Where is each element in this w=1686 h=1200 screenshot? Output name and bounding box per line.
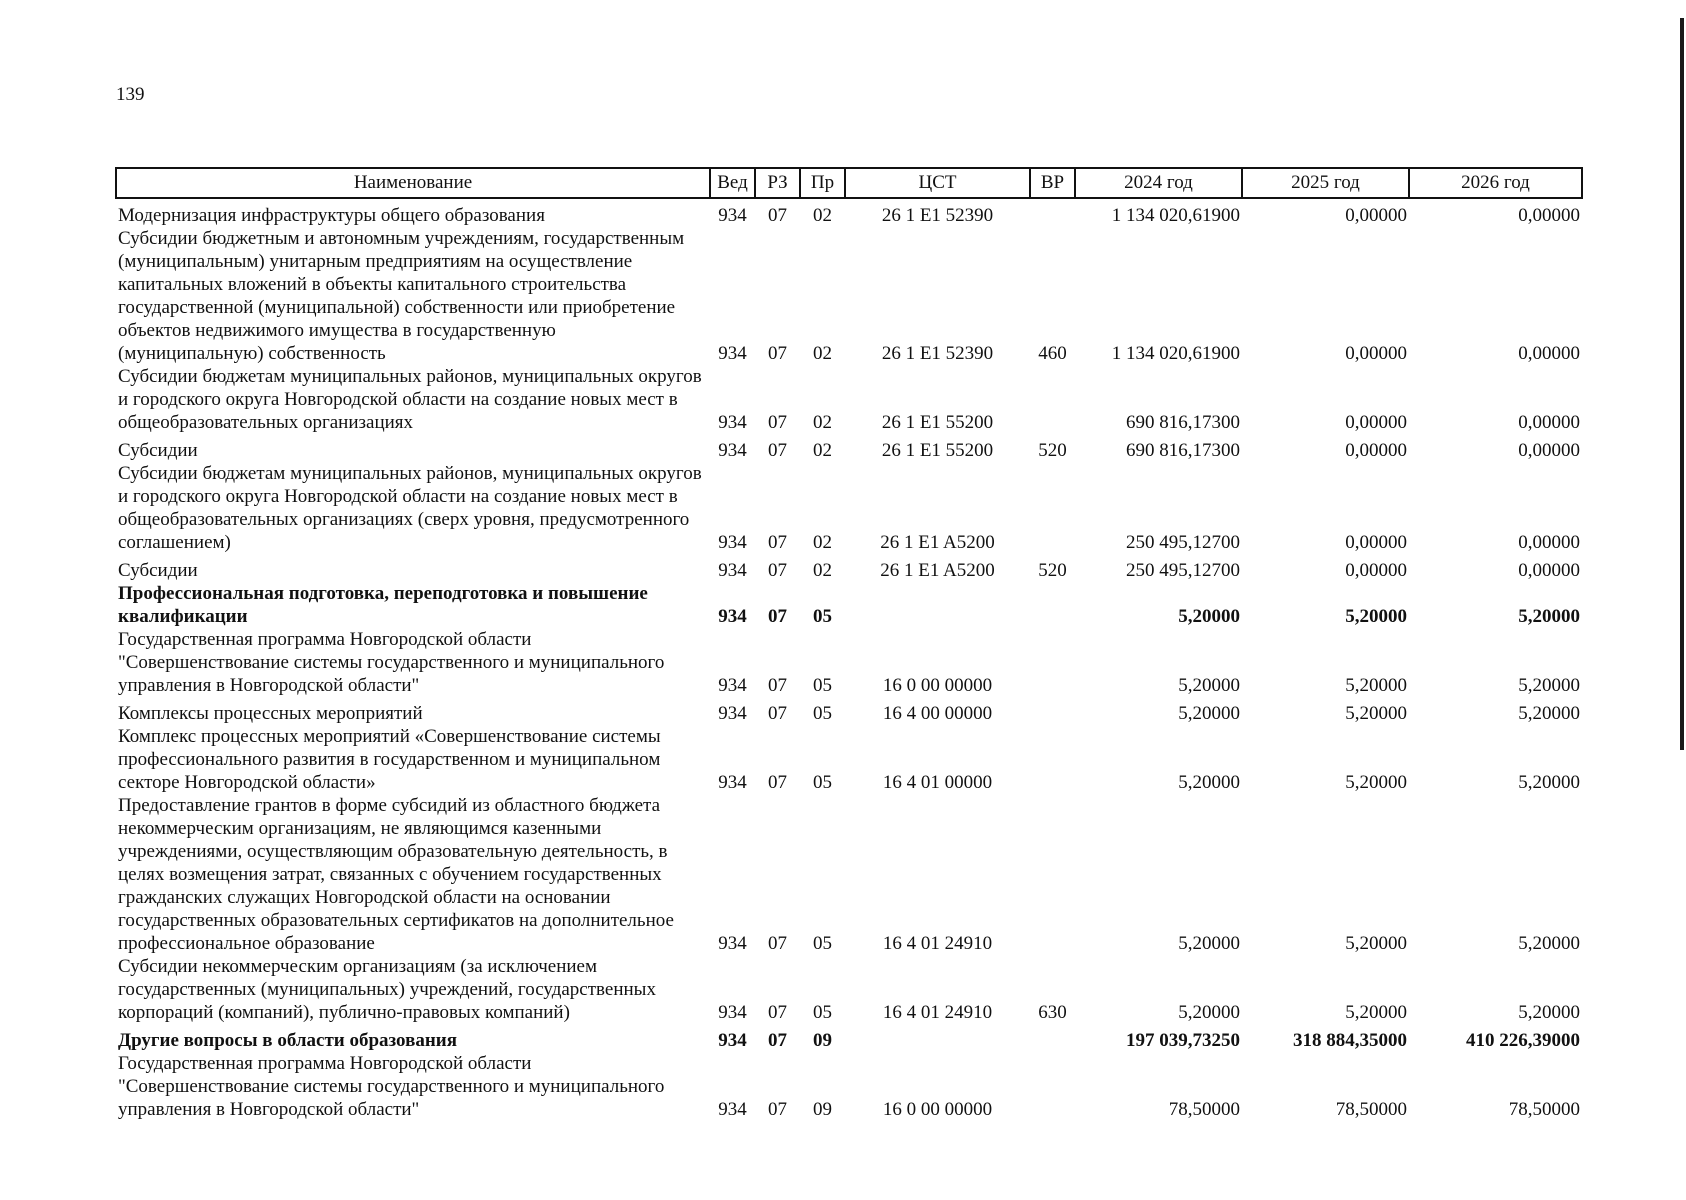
cell-cst: 26 1 E1 55200	[881, 440, 994, 461]
cell-2025: 0,00000	[1345, 560, 1407, 581]
cell-name: Субсидии бюджетам муниципальных районов, муниципальных округов и городского округа Новгородской области на создание новых мест в общеобразовательных организациях (сверх уровня, предусмотренного соглашением)	[118, 463, 702, 553]
cell-ved: 934	[718, 343, 747, 364]
table-row	[116, 1052, 1582, 1121]
cell-2026: 0,00000	[1518, 412, 1580, 433]
cell-rz: 07	[768, 205, 787, 226]
cell-name: Комплексы процессных мероприятий	[118, 703, 423, 724]
cell-name: Другие вопросы в области образования	[118, 1030, 458, 1051]
cell-pr: 02	[813, 532, 832, 553]
cell-2026: 0,00000	[1518, 440, 1580, 461]
cell-2024: 5,20000	[1178, 933, 1240, 954]
cell-2024: 250 495,12700	[1126, 560, 1240, 581]
table-row	[116, 554, 1582, 582]
cell-vr: 520	[1038, 560, 1067, 581]
table-row-section	[116, 582, 1582, 628]
cell-2024: 5,20000	[1178, 772, 1240, 793]
cell-vr: 520	[1038, 440, 1067, 461]
cell-ved: 934	[718, 532, 747, 553]
cell-2025: 5,20000	[1345, 703, 1407, 724]
cell-2025: 78,50000	[1335, 1099, 1407, 1120]
cell-vr	[1030, 365, 1075, 434]
table-row	[116, 462, 1582, 554]
cell-name: Государственная программа Новгородской области "Совершенствование системы государственного и муниципального управления в Новгородской области"	[118, 629, 665, 696]
table-row	[116, 794, 1582, 955]
cell-2025: 0,00000	[1345, 412, 1407, 433]
cell-vr: 630	[1038, 1002, 1067, 1023]
cell-pr: 02	[813, 440, 832, 461]
header-ved: Вед	[710, 168, 755, 198]
cell-ved: 934	[718, 412, 747, 433]
cell-pr: 02	[813, 205, 832, 226]
cell-pr: 05	[813, 606, 832, 627]
cell-pr: 09	[813, 1030, 832, 1051]
cell-ved: 934	[718, 675, 747, 696]
header-vr: ВР	[1030, 168, 1075, 198]
cell-rz: 07	[768, 933, 787, 954]
cell-cst: 16 4 01 24910	[882, 1002, 993, 1023]
cell-2026: 0,00000	[1518, 205, 1580, 226]
cell-rz: 07	[768, 532, 787, 553]
cell-name: Субсидии	[118, 560, 198, 581]
cell-2026: 5,20000	[1518, 675, 1580, 696]
table-row-section	[116, 1024, 1582, 1052]
cell-vr	[1030, 1024, 1075, 1052]
cell-pr: 02	[813, 343, 832, 364]
scan-edge-bar	[1680, 18, 1684, 750]
cell-vr	[1030, 462, 1075, 554]
cell-2025: 5,20000	[1345, 1002, 1407, 1023]
cell-ved: 934	[718, 560, 747, 581]
cell-name: Комплекс процессных мероприятий «Совершенствование системы профессионального развития в государственном и муниципальном секторе Новгородской области»	[118, 726, 661, 793]
cell-name: Профессиональная подготовка, переподготовка и повышение квалификации	[118, 583, 648, 627]
cell-vr	[1030, 794, 1075, 955]
cell-vr	[1030, 582, 1075, 628]
cell-pr: 09	[813, 1099, 832, 1120]
cell-cst: 16 4 01 24910	[882, 933, 993, 954]
cell-rz: 07	[768, 343, 787, 364]
header-2026: 2026 год	[1409, 168, 1582, 198]
cell-2026: 5,20000	[1518, 772, 1580, 793]
cell-cst: 26 1 E1 A5200	[880, 532, 995, 553]
cell-rz: 07	[768, 703, 787, 724]
cell-rz: 07	[768, 412, 787, 433]
cell-name: Субсидии	[118, 440, 198, 461]
cell-ved: 934	[718, 772, 747, 793]
cell-pr: 02	[813, 412, 832, 433]
cell-2024: 5,20000	[1178, 1002, 1240, 1023]
cell-2026: 5,20000	[1518, 703, 1580, 724]
table-row	[116, 725, 1582, 794]
cell-ved: 934	[718, 205, 747, 226]
cell-ved: 934	[718, 606, 747, 627]
cell-2025: 5,20000	[1345, 933, 1407, 954]
header-2024: 2024 год	[1075, 168, 1242, 198]
cell-2025: 5,20000	[1345, 675, 1407, 696]
cell-ved: 934	[718, 1099, 747, 1120]
cell-2024: 690 816,17300	[1126, 412, 1240, 433]
cell-cst: 16 4 01 00000	[882, 772, 993, 793]
cell-2026: 5,20000	[1518, 933, 1580, 954]
cell-vr: 460	[1038, 343, 1067, 364]
cell-vr	[1030, 198, 1075, 227]
cell-2026: 5,20000	[1518, 1002, 1580, 1023]
cell-pr: 05	[813, 933, 832, 954]
cell-2026: 0,00000	[1518, 343, 1580, 364]
table-header-row	[116, 168, 1582, 198]
budget-table	[115, 167, 1583, 1121]
cell-2024: 5,20000	[1178, 675, 1240, 696]
cell-cst: 16 0 00 00000	[882, 1099, 993, 1120]
cell-vr	[1030, 697, 1075, 725]
cell-name: Предоставление грантов в форме субсидий из областного бюджета некоммерческим организациям, не являющимся казенными учреждениями, осуществляющим образовательную деятельность, в целях возмещения затрат, связанных с обучением государственных гражданских служащих Новгородской области на основании государственных образовательных сертификатов на дополнительное профессиональное образование	[118, 795, 674, 954]
cell-ved: 934	[718, 933, 747, 954]
cell-2024: 250 495,12700	[1126, 532, 1240, 553]
cell-rz: 07	[768, 772, 787, 793]
cell-cst: 26 1 E1 A5200	[880, 560, 995, 581]
cell-vr	[1030, 725, 1075, 794]
cell-2024: 690 816,17300	[1126, 440, 1240, 461]
table-row	[116, 955, 1582, 1024]
page-number: 139	[116, 84, 145, 105]
cell-cst	[845, 1024, 1030, 1052]
cell-pr: 05	[813, 1002, 832, 1023]
cell-name: Субсидии некоммерческим организациям (за исключением государственных (муниципальных) учреждений, государственных корпораций (компаний), публично-правовых компаний)	[118, 956, 656, 1023]
cell-2025: 5,20000	[1345, 772, 1407, 793]
cell-2026: 410 226,39000	[1466, 1030, 1580, 1051]
cell-name: Субсидии бюджетным и автономным учреждениям, государственным (муниципальным) унитарным предприятиям на осуществление капитальных вложений в объекты капитального строительства государственной (муниципальной) собственности или приобретение объектов недвижимого имущества в государственную (муниципальную) собственность	[118, 228, 685, 364]
header-cst: ЦСТ	[845, 168, 1030, 198]
cell-vr	[1030, 1052, 1075, 1121]
cell-vr	[1030, 628, 1075, 697]
table-row	[116, 697, 1582, 725]
cell-2025: 0,00000	[1345, 440, 1407, 461]
cell-rz: 07	[768, 560, 787, 581]
cell-cst	[845, 582, 1030, 628]
cell-rz: 07	[768, 606, 787, 627]
header-2025: 2025 год	[1242, 168, 1409, 198]
cell-2026: 0,00000	[1518, 560, 1580, 581]
cell-2025: 0,00000	[1345, 205, 1407, 226]
cell-rz: 07	[768, 1030, 787, 1051]
cell-cst: 16 4 00 00000	[882, 703, 993, 724]
header-pr: Пр	[800, 168, 845, 198]
cell-cst: 26 1 E1 55200	[881, 412, 994, 433]
cell-rz: 07	[768, 1099, 787, 1120]
cell-name: Модернизация инфраструктуры общего образования	[118, 205, 545, 226]
cell-pr: 05	[813, 772, 832, 793]
cell-2025: 5,20000	[1345, 606, 1407, 627]
cell-name: Субсидии бюджетам муниципальных районов, муниципальных округов и городского округа Новгородской области на создание новых мест в общеобразовательных организациях	[118, 366, 702, 433]
cell-rz: 07	[768, 675, 787, 696]
table-row	[116, 227, 1582, 365]
cell-2026: 5,20000	[1518, 606, 1580, 627]
table-row	[116, 365, 1582, 434]
cell-2024: 197 039,73250	[1126, 1030, 1240, 1051]
header-name: Наименование	[116, 168, 710, 198]
cell-2024: 5,20000	[1178, 703, 1240, 724]
table-row	[116, 198, 1582, 227]
cell-2025: 0,00000	[1345, 532, 1407, 553]
cell-name: Государственная программа Новгородской области "Совершенствование системы государственного и муниципального управления в Новгородской области"	[118, 1053, 665, 1120]
header-rz: РЗ	[755, 168, 800, 198]
cell-2024: 78,50000	[1168, 1099, 1240, 1120]
cell-2024: 1 134 020,61900	[1111, 343, 1240, 364]
table-row	[116, 434, 1582, 462]
cell-ved: 934	[718, 1030, 747, 1051]
cell-ved: 934	[718, 1002, 747, 1023]
cell-2026: 0,00000	[1518, 532, 1580, 553]
cell-cst: 26 1 E1 52390	[881, 343, 994, 364]
cell-rz: 07	[768, 1002, 787, 1023]
cell-ved: 934	[718, 440, 747, 461]
cell-pr: 05	[813, 703, 832, 724]
cell-pr: 02	[813, 560, 832, 581]
cell-2024: 5,20000	[1178, 606, 1240, 627]
cell-pr: 05	[813, 675, 832, 696]
cell-cst: 16 0 00 00000	[882, 675, 993, 696]
cell-2024: 1 134 020,61900	[1111, 205, 1240, 226]
cell-2025: 318 884,35000	[1293, 1030, 1407, 1051]
cell-cst: 26 1 E1 52390	[881, 205, 994, 226]
cell-ved: 934	[718, 703, 747, 724]
cell-rz: 07	[768, 440, 787, 461]
cell-2026: 78,50000	[1508, 1099, 1580, 1120]
cell-2025: 0,00000	[1345, 343, 1407, 364]
table-row	[116, 628, 1582, 697]
